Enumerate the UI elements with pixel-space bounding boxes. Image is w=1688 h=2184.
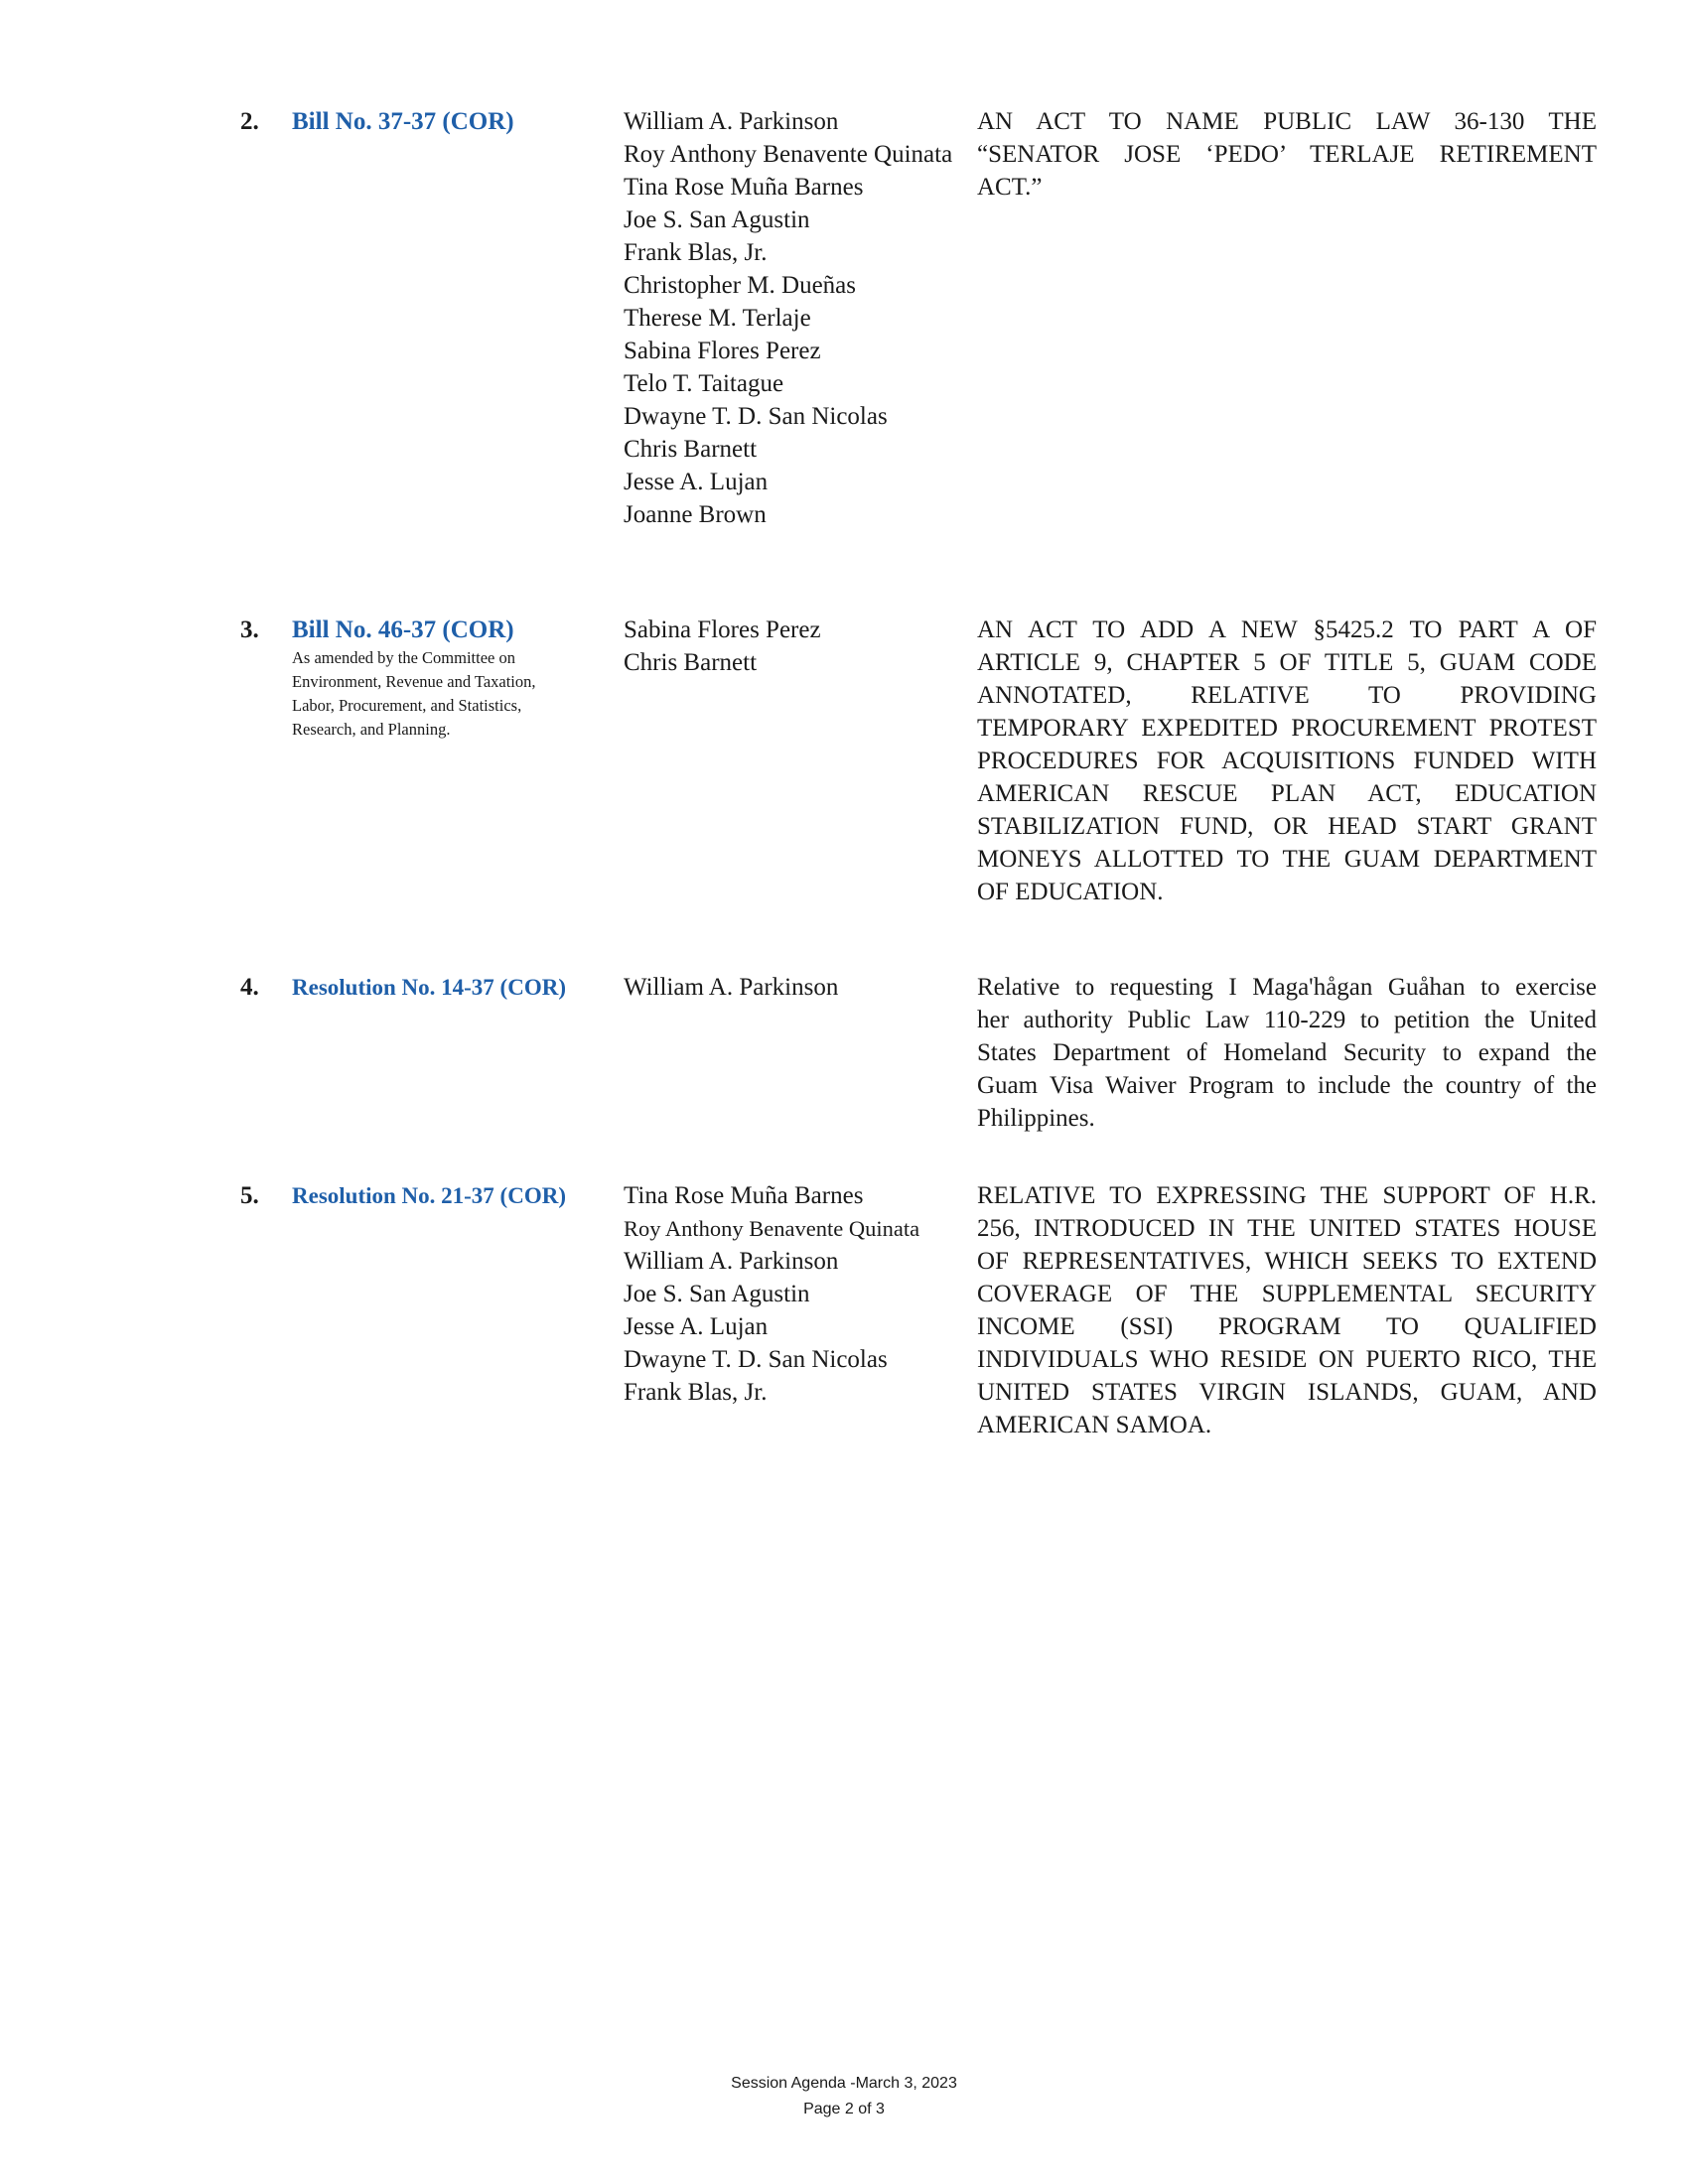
description-line: TEMPORARY EXPEDITED PROCUREMENT PROTEST — [977, 715, 1597, 742]
sponsor-name: Dwayne T. D. San Nicolas — [624, 1346, 888, 1373]
description-line: AMERICAN RESCUE PLAN ACT, EDUCATION — [977, 780, 1597, 807]
item-number: 5. — [240, 1182, 259, 1209]
description-line: OF REPRESENTATIVES, WHICH SEEKS TO EXTEND — [977, 1248, 1597, 1275]
sponsor-name: William A. Parkinson — [624, 974, 839, 1001]
sponsor-name: Roy Anthony Benavente Quinata — [624, 141, 953, 168]
sponsor-name: Christopher M. Dueñas — [624, 272, 856, 299]
bill-cell — [292, 971, 610, 1004]
resolution-link-21-37[interactable]: Resolution No. 21-37 (COR) — [292, 1183, 566, 1208]
sponsor-list — [624, 614, 981, 679]
description-line: OF EDUCATION. — [977, 879, 1164, 905]
bill-description — [977, 614, 1597, 908]
sponsor-list — [624, 971, 981, 1004]
description-line: ACT.” — [977, 174, 1043, 201]
description-line: AMERICAN SAMOA. — [977, 1412, 1212, 1438]
description-line: 256, INTRODUCED IN THE UNITED STATES HOUSE — [977, 1215, 1597, 1242]
amendment-note: As amended by the Committee on — [292, 648, 515, 667]
bill-link-37-37[interactable]: Bill No. 37-37 (COR) — [292, 108, 514, 135]
resolution-description — [977, 1179, 1597, 1441]
sponsor-name: William A. Parkinson — [624, 108, 839, 135]
sponsor-name: Dwayne T. D. San Nicolas — [624, 403, 888, 430]
description-line: STABILIZATION FUND, OR HEAD START GRANT — [977, 813, 1597, 840]
item-number: 2. — [240, 108, 259, 135]
sponsor-name: Jesse A. Lujan — [624, 1313, 769, 1340]
description-line: ARTICLE 9, CHAPTER 5 OF TITLE 5, GUAM CODE — [977, 649, 1597, 676]
sponsor-name: Sabina Flores Perez — [624, 616, 821, 643]
description-line: “SENATOR JOSE ‘PEDO’ TERLAJE RETIREMENT — [977, 141, 1597, 168]
sponsor-name: Chris Barnett — [624, 436, 758, 463]
description-line: AN ACT TO ADD A NEW §5425.2 TO PART A OF — [977, 616, 1597, 643]
resolution-description — [977, 971, 1597, 1135]
sponsor-list — [624, 1179, 981, 1409]
sponsor-name: Joe S. San Agustin — [624, 206, 810, 233]
amendment-note: Labor, Procurement, and Statistics, — [292, 696, 522, 715]
description-line: UNITED STATES VIRGIN ISLANDS, GUAM, AND — [977, 1379, 1597, 1406]
description-line: ANNOTATED, RELATIVE TO PROVIDING — [977, 682, 1597, 709]
sponsor-name: Roy Anthony Benavente Quinata — [624, 1216, 920, 1241]
sponsor-name: Jesse A. Lujan — [624, 469, 769, 495]
sponsor-name: Tina Rose Muña Barnes — [624, 174, 864, 201]
sponsor-name: Chris Barnett — [624, 649, 758, 676]
item-number: 3. — [240, 616, 259, 643]
sponsor-name: Frank Blas, Jr. — [624, 239, 768, 266]
description-line: INCOME (SSI) PROGRAM TO QUALIFIED — [977, 1313, 1597, 1340]
sponsor-list — [624, 105, 981, 531]
sponsor-name: Telo T. Taitague — [624, 370, 784, 397]
description-line: Relative to requesting I Maga'hågan Guåhan to exercise — [977, 974, 1597, 1001]
sponsor-name: Joanne Brown — [624, 501, 767, 528]
bill-cell — [292, 614, 610, 742]
description-line: RELATIVE TO EXPRESSING THE SUPPORT OF H.R. — [977, 1182, 1597, 1209]
page-footer — [0, 2071, 1688, 2122]
resolution-link-14-37[interactable]: Resolution No. 14-37 (COR) — [292, 975, 566, 1000]
description-line: Philippines. — [977, 1105, 1095, 1132]
bill-description — [977, 105, 1597, 204]
bill-link-46-37[interactable]: Bill No. 46-37 (COR) — [292, 616, 514, 643]
description-line: COVERAGE OF THE SUPPLEMENTAL SECURITY — [977, 1281, 1597, 1307]
sponsor-name: Therese M. Terlaje — [624, 305, 811, 332]
item-number: 4. — [240, 974, 259, 1001]
description-line: PROCEDURES FOR ACQUISITIONS FUNDED WITH — [977, 748, 1597, 774]
sponsor-name: Tina Rose Muña Barnes — [624, 1182, 864, 1209]
amendment-note: Research, and Planning. — [292, 720, 451, 739]
sponsor-name: Joe S. San Agustin — [624, 1281, 810, 1307]
amendment-note: Environment, Revenue and Taxation, — [292, 672, 536, 691]
footer-session-agenda: Session Agenda -March 3, 2023 — [731, 2075, 957, 2092]
description-line: INDIVIDUALS WHO RESIDE ON PUERTO RICO, THE — [977, 1346, 1597, 1373]
footer-page-number: Page 2 of 3 — [803, 2101, 885, 2117]
description-line: Guam Visa Waiver Program to include the country of the — [977, 1072, 1597, 1099]
bill-cell — [292, 1179, 610, 1212]
sponsor-name: William A. Parkinson — [624, 1248, 839, 1275]
bill-cell — [292, 105, 610, 138]
sponsor-name: Frank Blas, Jr. — [624, 1379, 768, 1406]
description-line: MONEYS ALLOTTED TO THE GUAM DEPARTMENT — [977, 846, 1597, 873]
description-line: AN ACT TO NAME PUBLIC LAW 36-130 THE — [977, 108, 1597, 135]
description-line: States Department of Homeland Security to expand the — [977, 1039, 1597, 1066]
sponsor-name: Sabina Flores Perez — [624, 338, 821, 364]
description-line: her authority Public Law 110-229 to petition the United — [977, 1007, 1597, 1033]
